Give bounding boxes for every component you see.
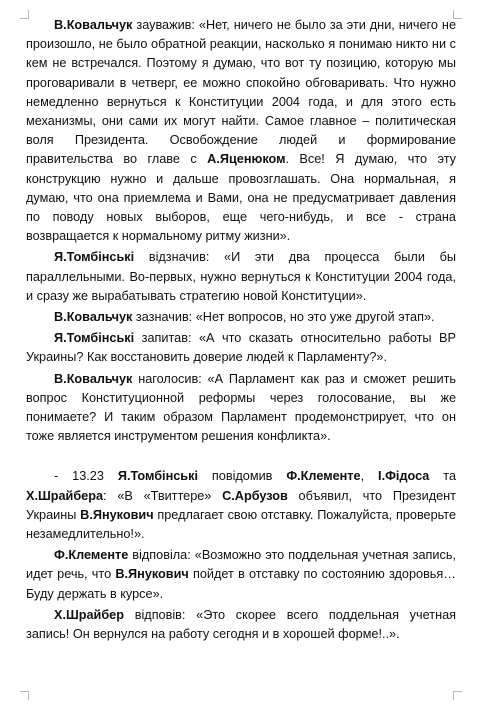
paragraph-text: - 13.23 — [54, 469, 118, 484]
paragraph-text: наголосив: «А Парламент как раз и сможет решить вопрос Конституционной реформы через голосование, вы же понимаете? И таким образом Парламент продемонстрирует, что он тоже является инструментом решения конфликта». — [26, 371, 456, 444]
paragraph-text: повідомив — [197, 469, 287, 484]
paragraph-text: . Все! Я думаю, что эту конструкцию нужно и дальше провозглашать. Она нормальная, я думаю, что она приемлема и Вами, она не предусматривает давления по поводу новых выборов, еще чего-нибудь, и все - страна возвращается к нормальному ритму жизни». — [26, 152, 456, 244]
paragraph — [26, 370, 456, 447]
speaker-name: Х.Шрайбер — [54, 607, 124, 622]
paragraph-text: та — [429, 469, 457, 484]
speaker-name: Я.Томбінські — [54, 250, 135, 265]
speaker-name: Ф.Клементе — [286, 469, 361, 484]
speaker-name: А.Яценюком — [207, 152, 286, 167]
paragraph-text: зауважив: «Нет, ничего не было за эти дни, ничего не произошло, не было обратной реакции, насколько я понимаю никто ни с кем не встречался. Поэтому я думаю, что вот ту позицию, которую мы проговаривали в четверг, ее можно спокойно обговаривать. Что нужно немедленно вернуться к Конституции 2004 года, и для этого есть механизмы, они сами их могут найти. Самое главное – политическая воля Президента. Освобождение людей и формирование правительства во главе с — [26, 18, 456, 167]
paragraph — [26, 329, 456, 367]
speaker-name: Я.Томбінські — [117, 469, 198, 484]
speaker-name: С.Арбузов — [222, 488, 288, 503]
speaker-name: Ф.Клементе — [54, 548, 129, 563]
paragraph-text: объявил, что Президент Украины — [26, 488, 456, 522]
speaker-name: В.Ковальчук — [54, 310, 133, 325]
speaker-name: І.Фідоса — [378, 469, 430, 484]
paragraph — [26, 606, 456, 644]
speaker-name: В.Ковальчук — [54, 371, 133, 386]
speaker-name: Я.Томбінські — [54, 331, 135, 346]
paragraph-text: запитав: «А что сказать относительно работы ВР Украины? Как восстановить доверие людей к Парламенту?». — [26, 331, 456, 365]
paragraph — [26, 308, 456, 327]
speaker-name: В.Янукович — [115, 567, 189, 582]
speaker-name: В.Янукович — [80, 507, 154, 522]
paragraph-text: : «В «Твиттере» — [103, 488, 223, 503]
paragraph-text: відповів: «Это скорее всего поддельная учетная запись! Он вернулся на работу сегодня и в хорошей форме!..». — [26, 607, 456, 642]
paragraph-text: предлагает свою отставку. Пожалуйста, проверьте незамедлительно!». — [26, 507, 457, 542]
paragraph — [26, 546, 456, 604]
paragraph-text: , — [360, 469, 379, 484]
page-corner-mark-bottom-right — [453, 691, 462, 700]
page-corner-mark-bottom-left — [20, 691, 29, 700]
paragraph — [26, 467, 456, 544]
paragraph — [26, 248, 456, 306]
document-page — [20, 10, 462, 700]
speaker-name: В.Ковальчук — [54, 18, 133, 32]
paragraph-text: зазначив: «Нет вопросов, но это уже другой этап». — [132, 310, 435, 325]
paragraph-text: пойдет в отставку по состоянию здоровья… Буду держать в курсе». — [26, 567, 456, 601]
speaker-name: Х.Шрайбера — [26, 488, 104, 503]
document-body — [26, 16, 456, 646]
paragraph-text: відповіла: «Возможно это поддельная учетная запись, идет речь, что — [26, 548, 456, 582]
paragraph-text: відзначив: «И эти два процесса были бы параллельными. Во-первых, нужно вернуться к Конституции 2004 года, и сразу же вырабатывать стратегию новой Конституции». — [26, 250, 456, 303]
paragraph — [26, 16, 456, 246]
